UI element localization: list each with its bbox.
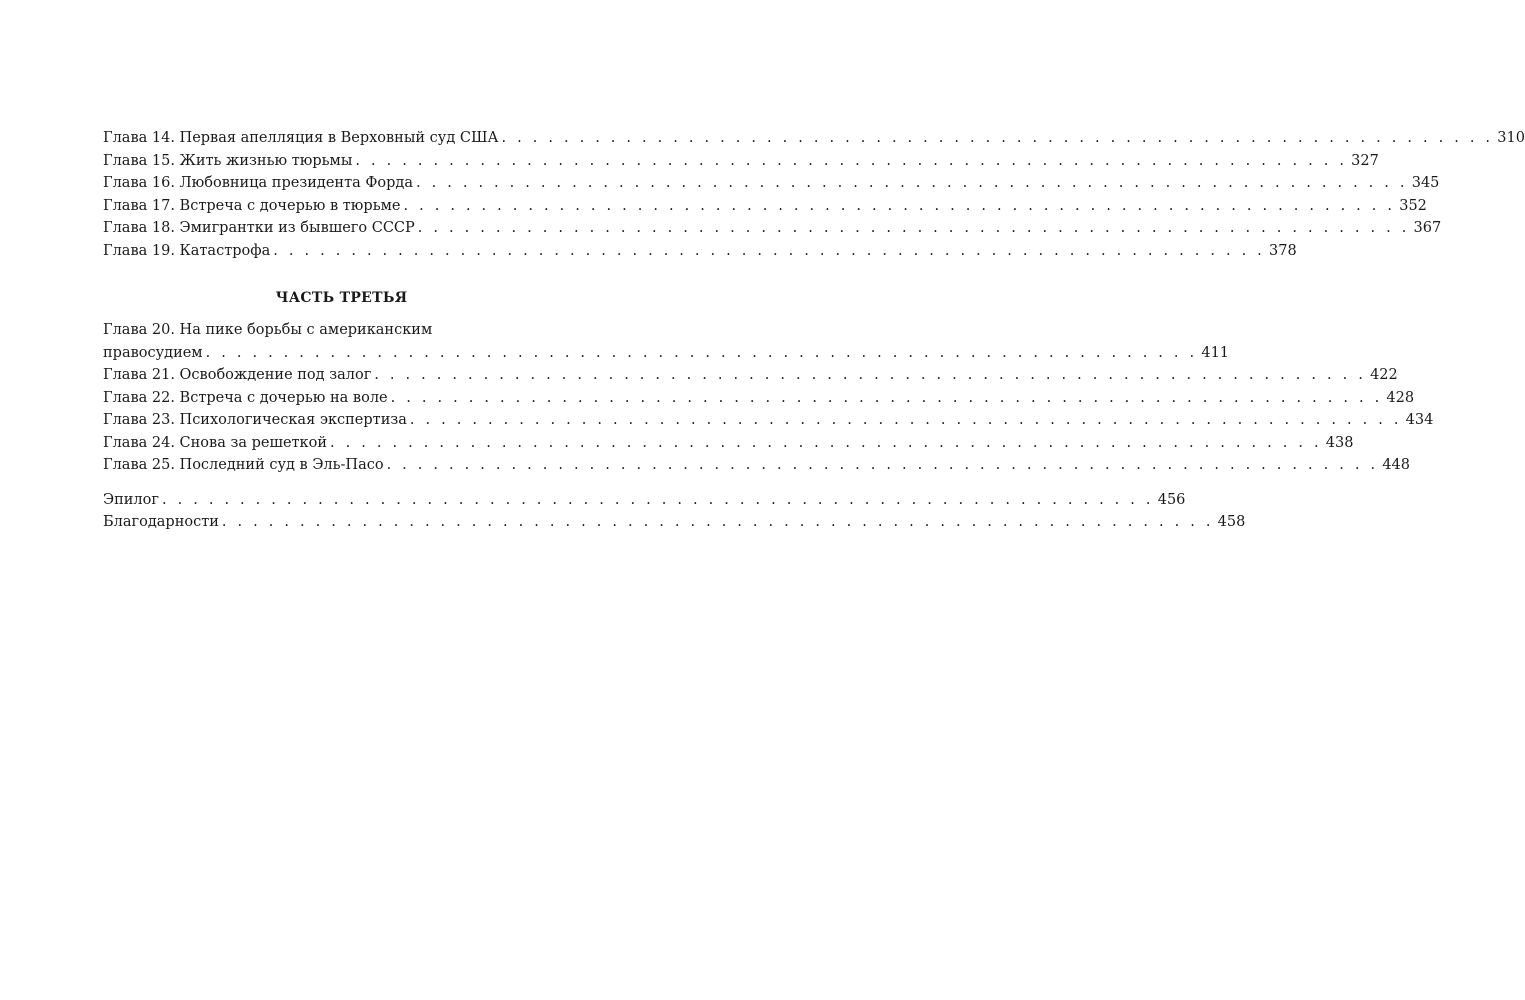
toc-entry-chapter-16 (103, 172, 1440, 195)
toc-entry-page-number: 411 (1201, 344, 1230, 361)
dot-leader: . . . . . . . . . . . . . . . . . . . . . . . . . . . . . . . . . . . . . . . . . . . . . . . . . . . . . . . . . . . . . . . . (403, 197, 1396, 214)
toc-entry-page-number: 456 (1157, 491, 1186, 508)
toc-entry-page-number: 327 (1351, 152, 1379, 169)
toc-entry-title-line-2-row (103, 342, 1230, 365)
toc-entry-chapter-22 (103, 387, 1415, 410)
toc-entry-chapter-21 (103, 364, 1398, 387)
dot-leader: . . . . . . . . . . . . . . . . . . . . . . . . . . . . . . . . . . . . . . . . . . . . . . . . . . . . . . . . . . . . . . . . (330, 434, 1322, 451)
toc-entry-chapter-18 (103, 217, 1442, 240)
toc-entry-chapter-19 (103, 240, 1297, 263)
toc-entry-chapter-23 (103, 409, 1434, 432)
toc-entry-title: Эпилог (103, 491, 159, 508)
dot-leader: . . . . . . . . . . . . . . . . . . . . . . . . . . . . . . . . . . . . . . . . . . . . . . . . . . . . . . . . . . . . . . . . (415, 175, 1408, 191)
toc-entry-title: Глава 21. Освобождение под залог (103, 367, 372, 383)
part-heading: ЧАСТЬ ТРЕТЬЯ (275, 290, 408, 306)
toc-entry-title: Глава 22. Встреча с дочерью на воле (103, 389, 388, 406)
dot-leader: . . . . . . . . . . . . . . . . . . . . . . . . . . . . . . . . . . . . . . . . . . . . . . . . . . . . . . . . . . . . . . . . (386, 457, 1379, 473)
toc-entry-title: Глава 17. Встреча с дочерью в тюрьме (103, 197, 401, 214)
section-gap (103, 477, 580, 489)
dot-leader: . . . . . . . . . . . . . . . . . . . . . . . . . . . . . . . . . . . . . . . . . . . . . . . . . . . . . . . . . . . . . . . . (355, 152, 1348, 169)
dot-leader: . . . . . . . . . . . . . . . . . . . . . . . . . . . . . . . . . . . . . . . . . . . . . . . . . . . . . . . . . . . . . . . . (273, 242, 1265, 259)
toc-entry-title: Глава 18. Эмигрантки из бывшего СССР (103, 220, 415, 236)
dot-leader: . . . . . . . . . . . . . . . . . . . . . . . . . . . . . . . . . . . . . . . . . . . . . . . . . . . . . . . . . . . . . . . . (374, 367, 1367, 383)
toc-entry-acknowledgements (103, 511, 1246, 534)
toc-entry-title: Благодарности (103, 514, 219, 530)
toc-entry-title: Глава 23. Психологическая экспертиза (103, 412, 407, 428)
dot-leader: . . . . . . . . . . . . . . . . . . . . . . . . . . . . . . . . . . . . . . . . . . . . . . . . . . . . . . . . . . . . . . . . (390, 389, 1383, 406)
toc-entry-title: Глава 16. Любовница президента Форда (103, 175, 413, 191)
table-of-contents (103, 127, 1525, 534)
toc-entry-chapter-20 (103, 319, 1230, 364)
toc-entry-title: Глава 24. Снова за решеткой (103, 434, 328, 451)
toc-entry-page-number: 428 (1386, 389, 1415, 406)
toc-entry-page-number: 448 (1382, 457, 1411, 473)
toc-entry-page-number: 352 (1399, 197, 1427, 214)
toc-entry-title-line-2: правосудием (103, 344, 203, 361)
toc-entry-chapter-15 (103, 150, 1379, 173)
toc-entry-chapter-25 (103, 454, 1411, 477)
toc-entry-page-number: 458 (1217, 514, 1246, 530)
toc-entry-chapter-17 (103, 195, 1427, 218)
toc-entry-chapter-14 (103, 127, 1525, 150)
dot-leader: . . . . . . . . . . . . . . . . . . . . . . . . . . . . . . . . . . . . . . . . . . . . . . . . . . . . . . . . . . . . . . . . (409, 412, 1402, 428)
toc-entry-chapter-24 (103, 432, 1354, 455)
toc-entry-page-number: 438 (1325, 434, 1354, 451)
toc-entry-epilogue (103, 489, 1186, 512)
toc-entry-title-line-1: Глава 20. На пике борьбы с американским (103, 322, 433, 338)
toc-entry-title: Глава 14. Первая апелляция в Верховный суд США (103, 130, 499, 146)
toc-entry-title: Глава 15. Жить жизнью тюрьмы (103, 152, 353, 169)
toc-entry-title: Глава 19. Катастрофа (103, 242, 271, 259)
toc-entry-page-number: 367 (1413, 220, 1442, 236)
dot-leader: . . . . . . . . . . . . . . . . . . . . . . . . . . . . . . . . . . . . . . . . . . . . . . . . . . . . . . . . . . . . . . . . (417, 220, 1410, 236)
dot-leader: . . . . . . . . . . . . . . . . . . . . . . . . . . . . . . . . . . . . . . . . . . . . . . . . . . . . . . . . . . . . . . . . (161, 491, 1154, 508)
toc-entry-page-number: 422 (1370, 367, 1398, 383)
dot-leader: . . . . . . . . . . . . . . . . . . . . . . . . . . . . . . . . . . . . . . . . . . . . . . . . . . . . . . . . . . . . . . . . (501, 130, 1494, 146)
dot-leader: . . . . . . . . . . . . . . . . . . . . . . . . . . . . . . . . . . . . . . . . . . . . . . . . . . . . . . . . . . . . . . . . (221, 514, 1214, 530)
toc-entry-page-number: 378 (1269, 242, 1297, 259)
toc-entry-title: Глава 25. Последний суд в Эль-Пасо (103, 457, 384, 473)
toc-entry-page-number: 310 (1497, 130, 1525, 146)
toc-entry-page-number: 434 (1405, 412, 1434, 428)
dot-leader: . . . . . . . . . . . . . . . . . . . . . . . . . . . . . . . . . . . . . . . . . . . . . . . . . . . . . . . . . . . . . . . . (205, 344, 1198, 361)
toc-entry-page-number: 345 (1411, 175, 1440, 191)
